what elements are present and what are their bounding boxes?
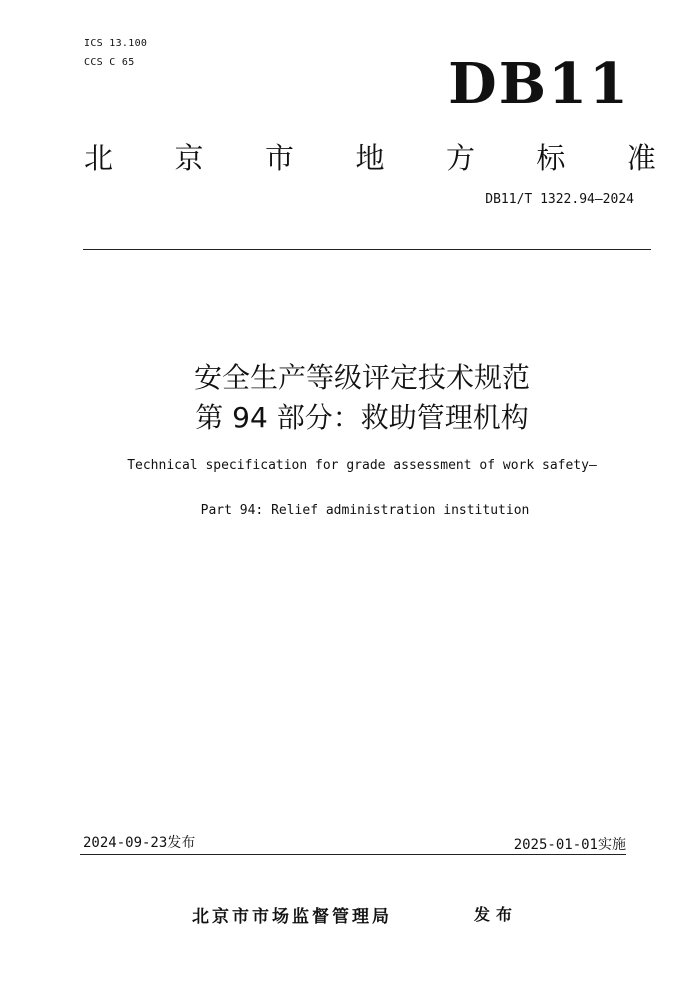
ccs-code: CCS C 65 [84, 57, 135, 68]
ics-code: ICS 13.100 [84, 38, 148, 49]
publish-date-block [83, 832, 195, 852]
title-zh-line1: 安全生产等级评定技术规范 [193, 361, 530, 394]
db11-logo: DB11 [448, 51, 630, 117]
standard-type-char: 地 [355, 140, 385, 175]
implement-date-block [514, 834, 626, 854]
standard-type-heading [84, 136, 656, 176]
implement-label: 实施 [598, 837, 626, 853]
standard-type-char: 准 [626, 140, 656, 175]
header-divider [83, 249, 651, 250]
implement-date: 2025-01-01 [513, 837, 598, 853]
issued-label: 发布 [474, 905, 519, 924]
title-en-line2: Part 94: Relief administration institution [200, 503, 530, 518]
footer-divider [80, 854, 626, 855]
issuing-authority: 北京市市场监督管理局 [192, 907, 392, 927]
title-en-line1: Technical specification for grade assessment of work safety— [127, 458, 597, 473]
standard-type-char: 市 [264, 140, 294, 175]
standard-type-char: 标 [536, 140, 566, 175]
standard-type-char: 方 [445, 140, 475, 175]
standard-type-char: 京 [174, 140, 204, 175]
standard-number: DB11/T 1322.94—2024 [485, 192, 634, 207]
title-zh-line2: 第 94 部分：救助管理机构 [195, 401, 529, 434]
publish-label: 发布 [167, 835, 196, 851]
standard-type-char: 北 [84, 140, 114, 175]
publish-date: 2024-09-23 [83, 835, 168, 851]
